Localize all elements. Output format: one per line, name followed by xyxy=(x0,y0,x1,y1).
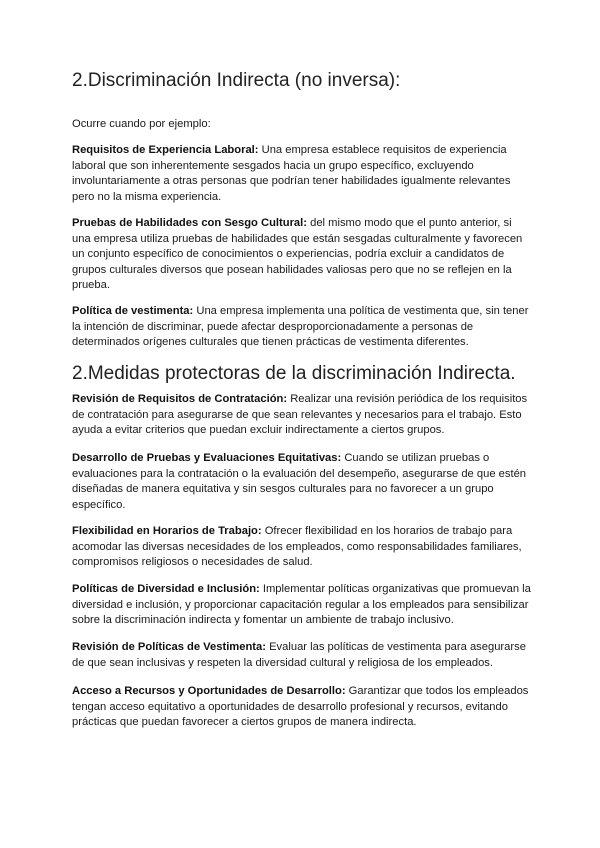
paragraph-skills-tests xyxy=(72,216,532,294)
paragraph-text: Ofrecer flexibilidad en los horarios de trabajo para acomodar las diversas necesidades de los empleados, como responsabilidades familiares, compromisos religiosos o necesidades de salud. xyxy=(72,525,522,569)
paragraph-text: Implementar políticas organizativas que promuevan la diversidad e inclusión, y proporcionar capacitación regular a los empleados para sensibilizar sobre la discriminación indirecta y fomentar un ambiente de trabajo inclusivo. xyxy=(72,583,531,627)
paragraph-equitable-tests xyxy=(72,451,532,513)
term-label: Desarrollo de Pruebas y Evaluaciones Equitativas: xyxy=(72,452,342,464)
paragraph-text: Realizar una revisión periódica de los requisitos de contratación para asegurarse de que sean relevantes y necesarios para el trabajo. Esto ayuda a evitar criterios que puedan excluir indirectamente a ciertos grupos. xyxy=(72,393,528,437)
term-label: Políticas de Diversidad e Inclusión: xyxy=(72,583,260,595)
paragraph-hiring-requirements xyxy=(72,392,532,439)
paragraph-resources-access xyxy=(72,684,532,731)
intro-text: Ocurre cuando por ejemplo: xyxy=(72,118,211,130)
term-label: Revisión de Políticas de Vestimenta: xyxy=(72,641,266,653)
paragraph-text: del mismo modo que el punto anterior, si una empresa utiliza pruebas de habilidades que están sesgadas culturalmente y favorecen un conjunto específico de conocimientos o experiencias, podría excluir a candidatos de grupos culturales diversos que posean habilidades valiosas pero que no se reflejen en la prueba. xyxy=(72,217,523,292)
term-label: Pruebas de Habilidades con Sesgo Cultural: xyxy=(72,217,307,229)
paragraph-text: Una empresa establece requisitos de experiencia laboral que son inherentemente sesgados hacia un grupo específico, excluyendo involuntariamente a otras personas que podrían tener habilidades igualmente relevantes pero no la misma experiencia. xyxy=(72,144,511,203)
paragraph-dress-policy xyxy=(72,304,532,351)
term-label: Flexibilidad en Horarios de Trabajo: xyxy=(72,525,262,537)
paragraph-text: Cuando se utilizan pruebas o evaluaciones para la contratación o la evaluación del desempeño, asegurarse de que estén diseñadas de manera equitativa y sin sesgos culturales para no favorecer a un grupo específico. xyxy=(72,452,527,511)
paragraph-work-experience xyxy=(72,143,532,205)
paragraph-text: Una empresa implementa una política de vestimenta que, sin tener la intención de discriminar, puede afectar desproporcionadamente a personas de determinados orígenes culturales que tienen prácticas de vestimenta diferentes. xyxy=(72,305,529,349)
paragraph-text: Evaluar las políticas de vestimenta para asegurarse de que sean inclusivas y respeten la diversidad cultural y religiosa de los empleados. xyxy=(72,641,526,669)
section-heading-indirect-discrimination: 2.Discriminación Indirecta (no inversa): xyxy=(72,70,401,91)
paragraph-text: Garantizar que todos los empleados tengan acceso equitativo a oportunidades de desarrollo profesional y recursos, evitando prácticas que puedan favorecer a ciertos grupos de manera indirecta. xyxy=(72,685,529,729)
paragraph-flexible-hours xyxy=(72,524,532,571)
term-label: Revisión de Requisitos de Contratación: xyxy=(72,393,288,405)
paragraph-diversity-policies xyxy=(72,582,532,629)
paragraph-dress-policy-review xyxy=(72,640,532,671)
section-heading-protective-measures: 2.Medidas protectoras de la discriminación Indirecta. xyxy=(72,363,516,384)
term-label: Política de vestimenta: xyxy=(72,305,194,317)
term-label: Requisitos de Experiencia Laboral: xyxy=(72,144,259,156)
term-label: Acceso a Recursos y Oportunidades de Desarrollo: xyxy=(72,685,346,697)
